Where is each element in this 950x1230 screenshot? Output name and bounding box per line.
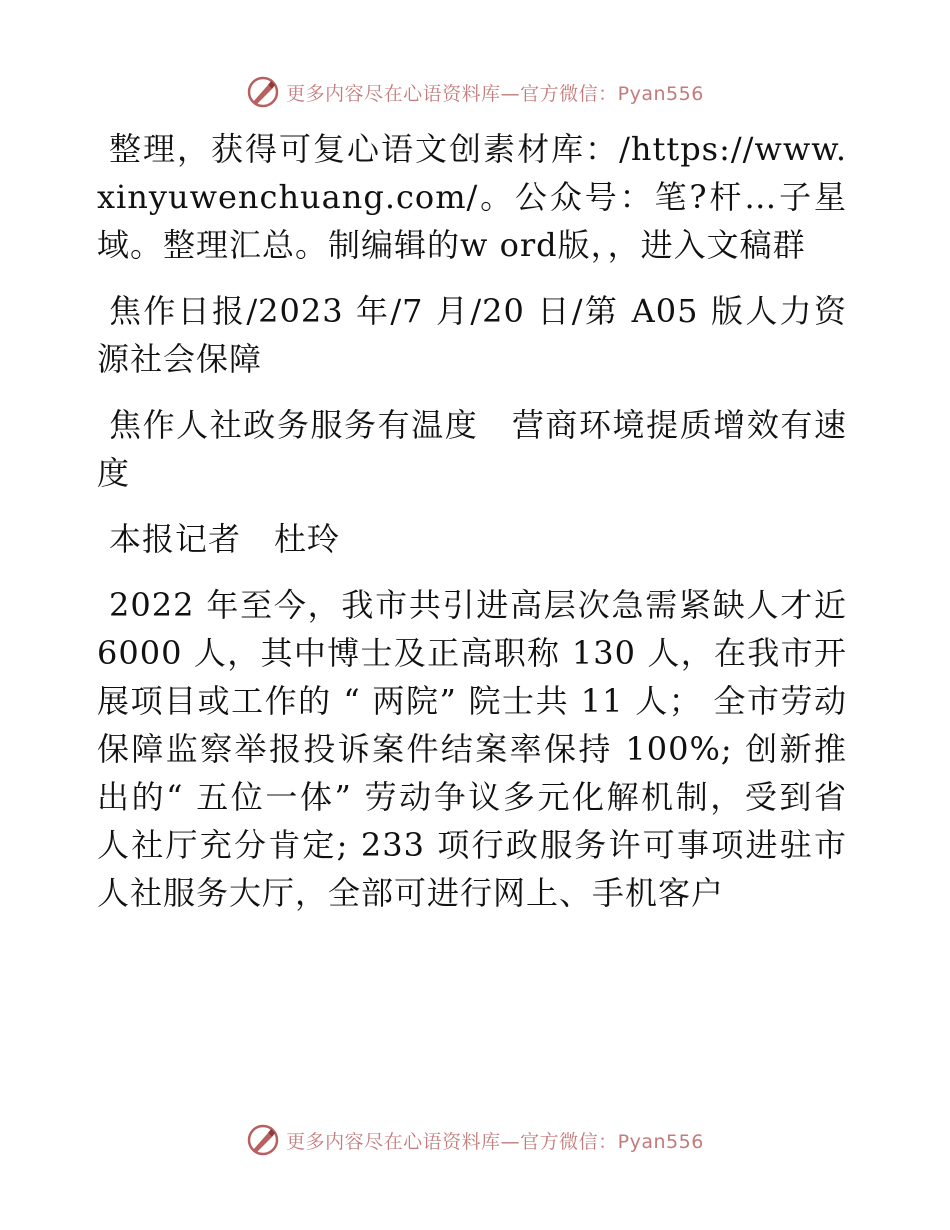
watermark-group [246,75,704,109]
intro-paragraph: 整理，获得可复心语文创素材库：/https://www.xinyuwenchuang.com/。公众号：笔?杆…子星域。整理汇总。制编辑的w ord版，，进入文稿群 [97,130,847,264]
pen-logo-icon [246,1123,280,1157]
document-body [97,125,847,935]
article-title: 焦作人社政务服务有温度 营商环境提质增效有速度 [97,406,847,492]
author-line: 本报记者 杜玲 [109,520,341,558]
source-line: 焦作日报/2023 年/7 月/20 日/第 A05 版人力资源社会保障 [97,292,847,378]
watermark-text: 更多内容尽在心语资料库—官方微信：Pyan556 [286,82,704,105]
watermark-text-footer: 更多内容尽在心语资料库—官方微信：Pyan556 [286,1130,704,1153]
footer-watermark [0,1120,950,1160]
body-paragraph: 2022 年至今，我市共引进高层次急需紧缺人才近 6000 人，其中博士及正高职称 130 人，在我市开展项目或工作的 “ 两院” 院士共 11 人； 全市劳动保障监察举报投诉案件结案率保持 100%; 创新推出的“ 五位一体” 劳动争议多元化解机制，受到省人社厅充分肯定; 233 项行政服务许可事项进驻市人社服务大厅，全部可进行网上、手机客户 [97,586,847,912]
header-watermark [0,72,950,112]
watermark-group-footer [246,1123,704,1157]
pen-logo-icon [246,75,280,109]
